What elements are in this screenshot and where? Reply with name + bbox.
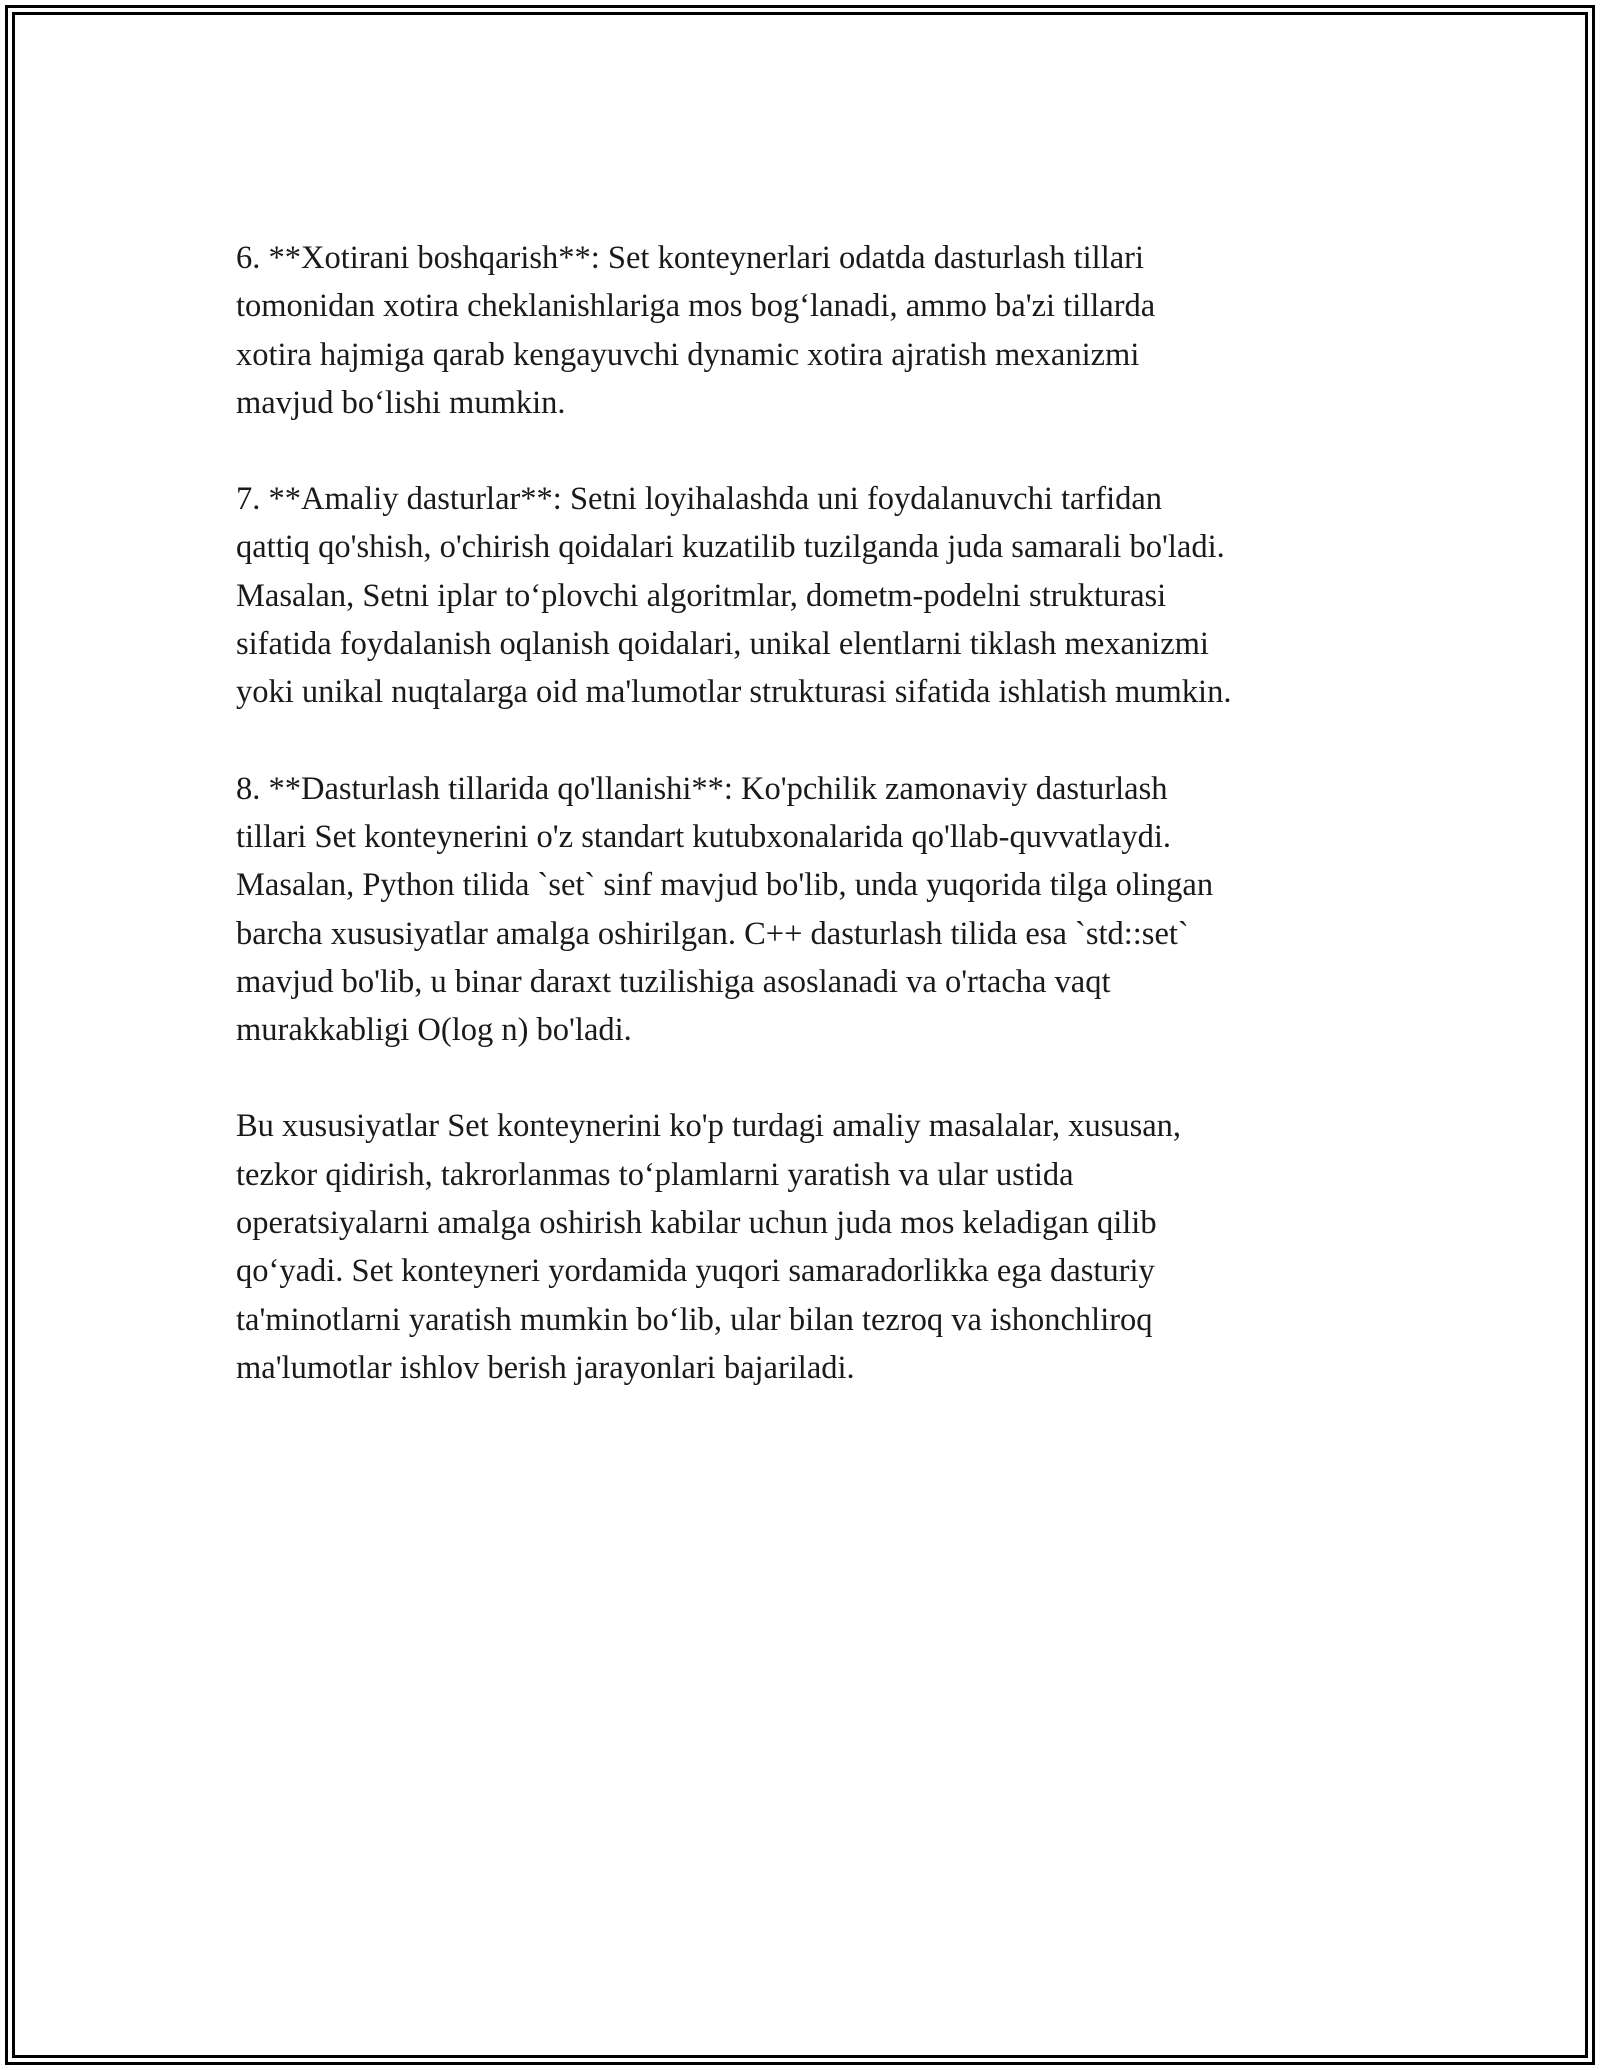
text-line: Masalan, Python tilida `set` sinf mavjud bo'lib, unda yuqorida tilga olingan: [236, 867, 1214, 904]
text-line: 7. **Amaliy dasturlar**: Setni loyihalashda uni foydalanuvchi tarfidan: [236, 481, 1163, 518]
text-line: barcha xususiyatlar amalga oshirilgan. C++ dasturlash tilida esa `std::set`: [236, 915, 1189, 952]
text-line: qo‘yadi. Set konteyneri yordamida yuqori samaradorlikka ega dasturiy: [236, 1253, 1155, 1290]
document-body: [236, 234, 1416, 1440]
paragraph-practical-programs: [236, 475, 1416, 716]
paragraph-memory-management: [236, 234, 1416, 427]
text-line: tezkor qidirish, takrorlanmas to‘plamlarni yaratish va ular ustida: [236, 1156, 1074, 1193]
text-line: tomonidan xotira cheklanishlariga mos bog‘lanadi, ammo ba'zi tillarda: [236, 288, 1156, 325]
text-line: mavjud bo'lib, u binar daraxt tuzilishiga asoslanadi va o'rtacha vaqt: [236, 963, 1111, 1000]
text-line: ma'lumotlar ishlov berish jarayonlari bajariladi.: [236, 1349, 855, 1386]
text-line: qattiq qo'shish, o'chirish qoidalari kuzatilib tuzilganda juda samarali bo'ladi.: [236, 529, 1225, 566]
text-line: sifatida foydalanish oqlanish qoidalari, unikal elentlarni tiklash mexanizmi: [236, 626, 1209, 663]
text-line: yoki unikal nuqtalarga oid ma'lumotlar strukturasi sifatida ishlatish mumkin.: [236, 674, 1232, 711]
text-line: tillari Set konteynerini o'z standart kutubxonalarida qo'llab-quvvatlaydi.: [236, 818, 1172, 855]
paragraph-language-usage: [236, 765, 1416, 1055]
text-line: Bu xususiyatlar Set konteynerini ko'p turdagi amaliy masalalar, xususan,: [236, 1108, 1182, 1145]
text-line: murakkabligi O(log n) bo'ladi.: [236, 1012, 632, 1049]
text-line: xotira hajmiga qarab kengayuvchi dynamic xotira ajratish mexanizmi: [236, 336, 1140, 373]
text-line: Masalan, Setni iplar to‘plovchi algoritmlar, dometm-podelni strukturasi: [236, 577, 1167, 614]
paragraph-conclusion: [236, 1102, 1416, 1392]
text-line: mavjud bo‘lishi mumkin.: [236, 384, 566, 421]
text-line: operatsiyalarni amalga oshirish kabilar uchun juda mos keladigan qilib: [236, 1205, 1157, 1242]
text-line: 6. **Xotirani boshqarish**: Set konteynerlari odatda dasturlash tillari: [236, 240, 1145, 276]
text-line: 8. **Dasturlash tillarida qo'llanishi**: Ko'pchilik zamonaviy dasturlash: [236, 770, 1168, 807]
text-line: ta'minotlarni yaratish mumkin bo‘lib, ular bilan tezroq va ishonchliroq: [236, 1301, 1153, 1338]
